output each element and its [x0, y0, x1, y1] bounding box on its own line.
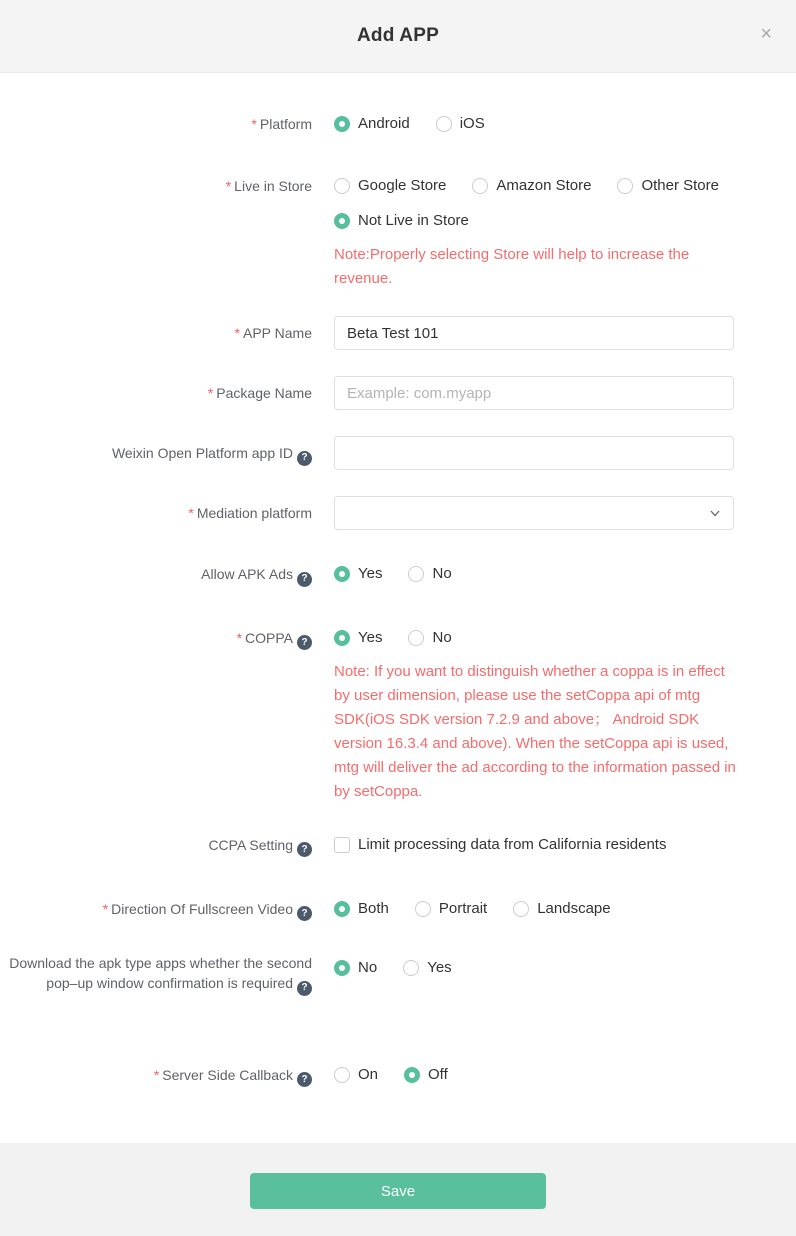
radio-ios[interactable] [436, 115, 485, 133]
radio-label: No [432, 628, 452, 646]
radio-unselected-icon [472, 178, 488, 194]
live-in-store-label: * Live in Store [225, 178, 312, 194]
row-app-name [0, 316, 796, 350]
radio-selected-icon [334, 213, 350, 229]
help-icon[interactable] [297, 906, 312, 921]
app-name-control [334, 316, 796, 350]
row-server-side-callback [0, 1066, 796, 1088]
row-coppa [0, 629, 796, 804]
required-asterisk: * [153, 1066, 160, 1083]
chevron-down-icon [709, 507, 721, 519]
row-allow-apk-ads [0, 565, 796, 587]
row-weixin-app-id [0, 436, 796, 470]
store-radio-group-line1 [334, 177, 796, 195]
mediation-platform-label: * Mediation platform [188, 505, 312, 521]
radio-selected-icon [404, 1067, 420, 1083]
checkbox-label: Limit processing data from California residents [358, 835, 667, 853]
radio-selected-icon [334, 566, 350, 582]
live-in-store-control [334, 177, 796, 291]
radio-apk-ads-no[interactable] [408, 565, 451, 583]
radio-label: Landscape [537, 899, 611, 917]
radio-popup-no[interactable] [334, 959, 377, 977]
coppa-radio-group [334, 629, 796, 647]
direction-radio-group [334, 900, 796, 918]
radio-direction-portrait[interactable] [415, 900, 487, 918]
radio-label: iOS [459, 115, 485, 132]
radio-not-live-in-store[interactable] [334, 212, 469, 230]
app-name-label: * APP Name [234, 325, 312, 341]
radio-label: Off [428, 1065, 448, 1083]
radio-label: On [358, 1065, 379, 1083]
help-icon[interactable] [297, 572, 312, 587]
coppa-label: * COPPA ? [0, 629, 312, 651]
required-asterisk: * [207, 385, 214, 401]
ccpa-control [334, 836, 796, 858]
direction-label: * Direction Of Fullscreen Video ? [0, 900, 312, 922]
radio-unselected-icon [408, 630, 424, 646]
weixin-app-id-label: Weixin Open Platform app ID? [0, 436, 312, 466]
mediation-platform-select[interactable] [334, 496, 734, 530]
radio-selected-icon [334, 630, 350, 646]
help-icon[interactable] [297, 842, 312, 857]
radio-coppa-yes[interactable] [334, 629, 382, 647]
package-name-label: * Package Name [207, 385, 312, 401]
required-asterisk: * [236, 629, 243, 646]
radio-label: Google Store [358, 177, 447, 194]
allow-apk-ads-label: Allow APK Ads ? [0, 565, 312, 587]
radio-callback-off[interactable] [404, 1066, 448, 1084]
radio-unselected-icon [334, 178, 350, 194]
radio-label: Yes [427, 959, 452, 976]
required-asterisk: * [251, 116, 257, 132]
ccpa-checkbox[interactable] [334, 836, 666, 854]
required-asterisk: * [102, 900, 109, 917]
mediation-platform-control [334, 496, 796, 530]
package-name-input[interactable] [334, 376, 734, 410]
radio-label: Amazon Store [496, 177, 592, 194]
radio-label: Both [358, 899, 389, 917]
radio-direction-both[interactable] [334, 900, 389, 918]
radio-selected-icon [334, 960, 350, 976]
close-icon[interactable]: × [760, 23, 772, 45]
form-body [0, 73, 796, 1143]
radio-unselected-icon [436, 116, 452, 132]
radio-unselected-icon [617, 178, 633, 194]
radio-apk-ads-yes[interactable] [334, 565, 382, 583]
radio-label: Portrait [438, 899, 488, 917]
help-icon[interactable] [297, 451, 312, 466]
radio-other-store[interactable] [617, 177, 719, 195]
app-name-input[interactable] [334, 316, 734, 350]
checkbox-icon [334, 837, 350, 853]
radio-label: Not Live in Store [358, 212, 469, 229]
platform-label: * Platform [251, 116, 312, 132]
row-direction-fullscreen-video [0, 900, 796, 922]
apk-popup-radio-group [334, 953, 796, 977]
radio-selected-icon [334, 116, 350, 132]
ccpa-setting-label: CCPA Setting ? [0, 836, 312, 858]
radio-unselected-icon [403, 960, 419, 976]
radio-label: Yes [358, 565, 383, 582]
required-asterisk: * [234, 325, 240, 341]
help-icon[interactable] [297, 635, 312, 650]
allow-apk-ads-radio-group [334, 565, 796, 583]
save-button[interactable]: Save [250, 1173, 546, 1209]
radio-direction-landscape[interactable] [513, 900, 610, 918]
store-note: Note:Properly selecting Store will help to increase the revenue. [334, 246, 690, 287]
radio-callback-on[interactable] [334, 1066, 378, 1084]
row-mediation-platform [0, 496, 796, 530]
help-icon[interactable] [297, 1072, 312, 1087]
dialog-title: Add APP [357, 25, 439, 46]
server-callback-label: * Server Side Callback ? [0, 1066, 312, 1088]
radio-unselected-icon [513, 901, 529, 917]
required-asterisk: * [188, 505, 194, 521]
radio-selected-icon [334, 901, 350, 917]
weixin-app-id-control [334, 436, 796, 470]
row-apk-popup-confirmation [0, 953, 796, 996]
row-package-name [0, 376, 796, 410]
dialog-footer [0, 1143, 796, 1236]
coppa-control [334, 629, 796, 804]
row-platform [0, 115, 796, 133]
store-radio-group-line2 [334, 212, 796, 230]
row-live-in-store [0, 177, 796, 291]
row-ccpa-setting [0, 836, 796, 858]
radio-label: Yes [358, 628, 383, 646]
radio-label: No [358, 959, 378, 976]
radio-popup-yes[interactable] [403, 959, 451, 977]
help-icon[interactable] [297, 981, 312, 996]
radio-label: Android [358, 115, 410, 132]
required-asterisk: * [225, 178, 232, 194]
platform-radio-group [334, 115, 796, 133]
package-name-control [334, 376, 796, 410]
radio-label: Other Store [641, 177, 719, 194]
radio-label: No [432, 565, 452, 582]
radio-unselected-icon [408, 566, 424, 582]
radio-coppa-no[interactable] [408, 629, 451, 647]
radio-unselected-icon [415, 901, 431, 917]
weixin-app-id-input[interactable] [334, 436, 734, 470]
apk-popup-label: Download the apk type apps whether the second pop–up window confirmation is required? [0, 953, 312, 996]
radio-google-store[interactable] [334, 177, 446, 195]
dialog-header [0, 0, 796, 73]
radio-android[interactable] [334, 115, 410, 133]
radio-amazon-store[interactable] [472, 177, 591, 195]
radio-unselected-icon [334, 1067, 350, 1083]
server-callback-radio-group [334, 1066, 796, 1084]
coppa-note: Note: If you want to distinguish whether a coppa is in effect by user dimension, please use the setCoppa api of mtg SDK(iOS SDK version 7.2.9 and above； Android SDK version 16.3.4 and above). When the setCoppa api is used, mtg will deliver the ad according to the information passed in by setCoppa. [334, 662, 736, 800]
